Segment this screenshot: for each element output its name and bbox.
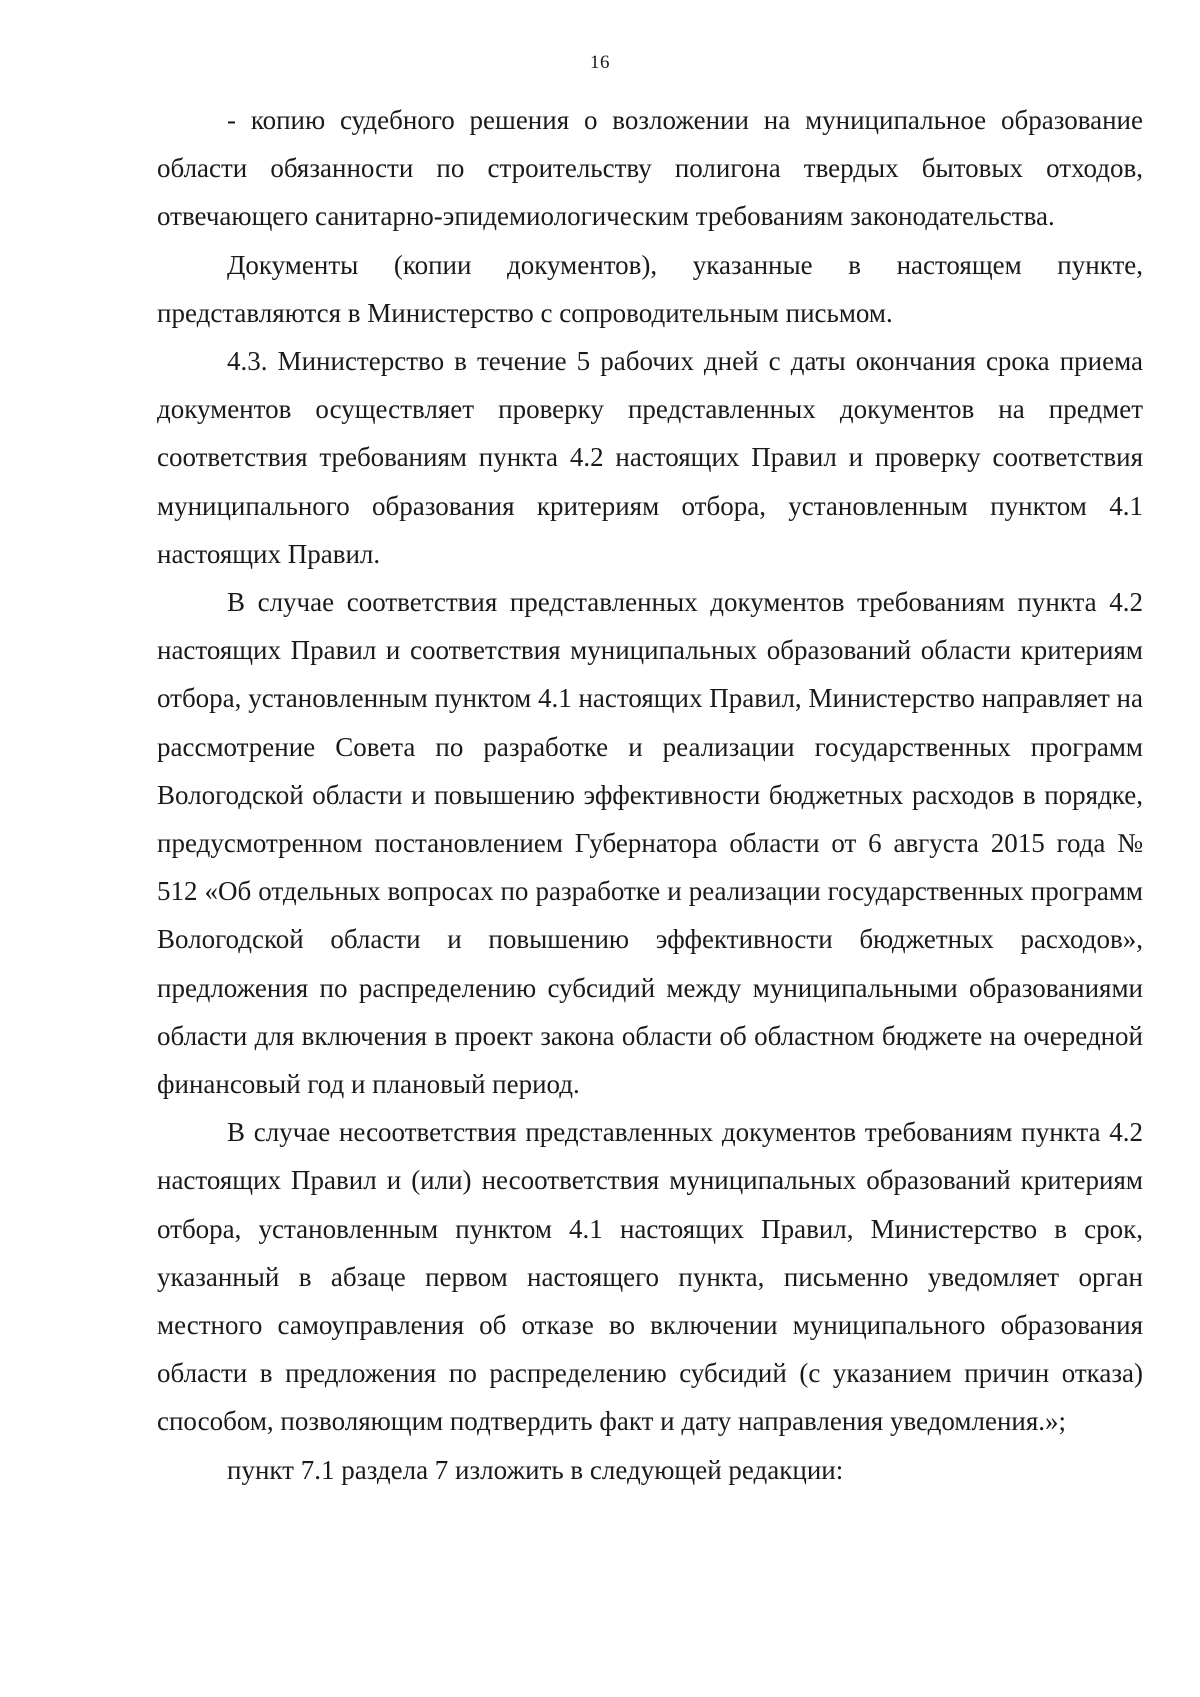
paragraph-documents-submission: Документы (копии документов), указанные в настоящем пункте, представляются в Министерство с сопроводительным письмом.	[157, 249, 1143, 328]
paragraph-noncompliance-case: В случае несоответствия представленных документов требованиям пункта 4.2 настоящих Правил и (или) несоответствия муниципальных образований критериям отбора, установленным пунктом 4.1 настоящих Правил, Министерство в срок, указанный в абзаце первом настоящего пункта, письменно уведомляет орган местного самоуправления об отказе во включении муниципального образования области в предложения по распределению субсидий (с указанием причин отказа) способом, позволяющим подтвердить факт и дату направления уведомления.»;	[157, 1117, 1143, 1437]
paragraph-amend-7-1: пункт 7.1 раздела 7 изложить в следующей редакции:	[227, 1454, 844, 1485]
paragraph-court-decision: - копию судебного решения о возложении на муниципальное образование области обязанности по строительству полигона твердых бытовых отходов, отвечающего санитарно-эпидемиологическим требованиям законодательства.	[157, 105, 1143, 232]
document-body	[157, 96, 1143, 1494]
paragraph-4-3-verification: 4.3. Министерство в течение 5 рабочих дней с даты окончания срока приема документов осуществляет проверку представленных документов на предмет соответствия требованиям пункта 4.2 настоящих Правил и проверку соответствия муниципального образования критериям отбора, установленным пунктом 4.1 настоящих Правил.	[157, 346, 1143, 569]
page-number: 16	[590, 52, 610, 73]
paragraph-compliance-case: В случае соответствия представленных документов требованиям пункта 4.2 настоящих Правил и соответствия муниципальных образований области критериям отбора, установленным пунктом 4.1 настоящих Правил, Министерство направляет на рассмотрение Совета по разработке и реализации государственных программ Вологодской области и повышению эффективности бюджетных расходов в порядке, предусмотренном постановлением Губернатора области от 6 августа 2015 года № 512 «Об отдельных вопросах по разработке и реализации государственных программ Вологодской области и повышению эффективности бюджетных расходов», предложения по распределению субсидий между муниципальными образованиями области для включения в проект закона области об областном бюджете на очередной финансовый год и плановый период.	[157, 587, 1143, 1100]
